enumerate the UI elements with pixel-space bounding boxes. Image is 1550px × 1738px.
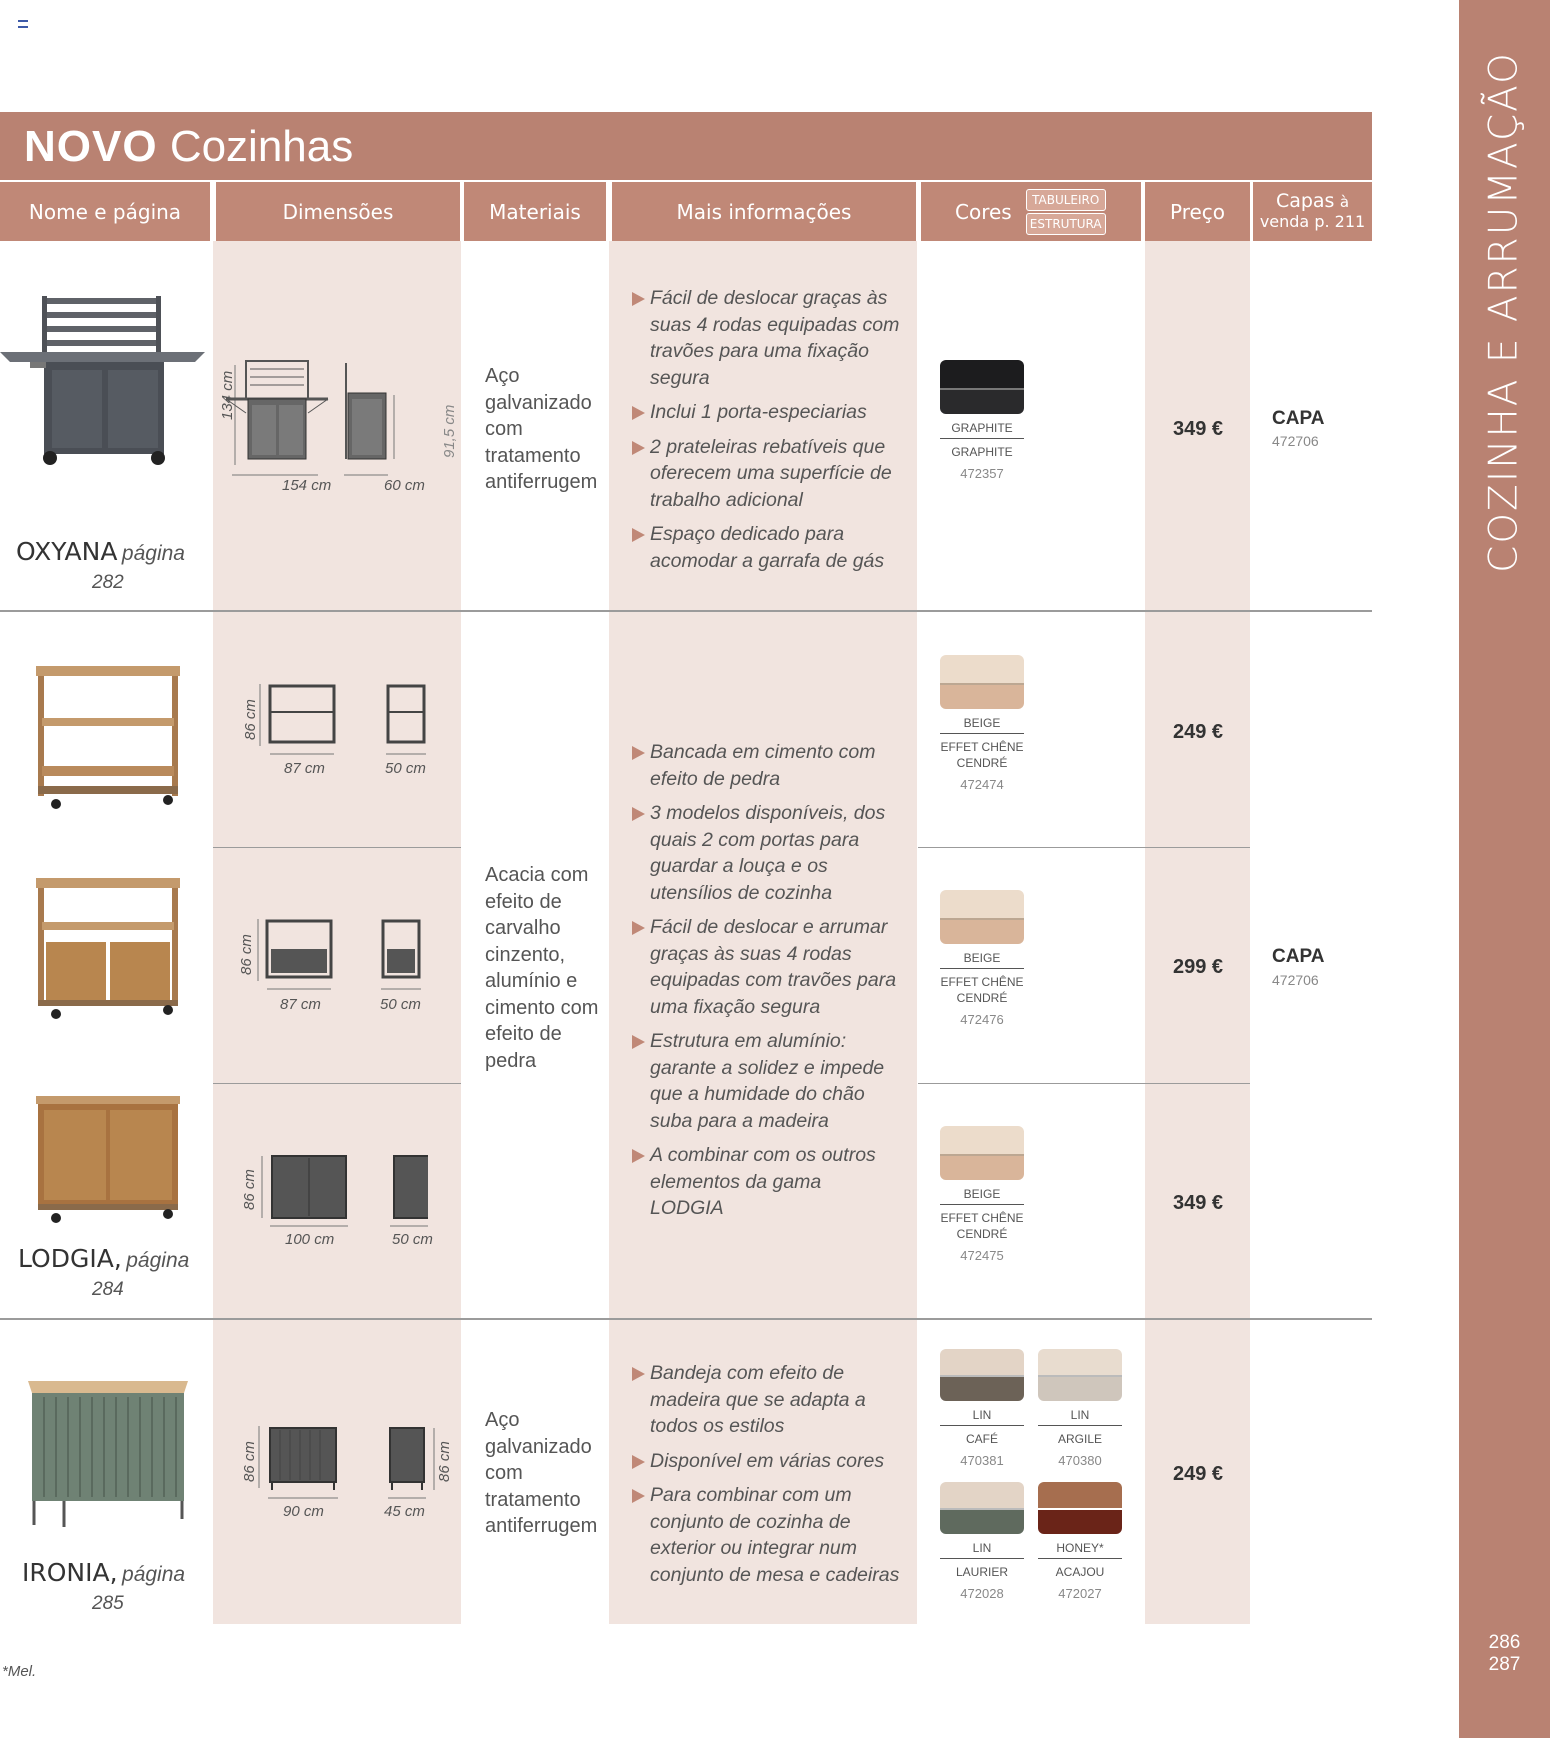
swatch-lodgia-1: [940, 655, 1024, 792]
dims-drawing-lodgia-2: [225, 915, 425, 1000]
col-materials: Materiais: [464, 182, 606, 241]
color-swatch: [940, 1482, 1024, 1534]
swatch-ref: 472474: [960, 777, 1004, 792]
material-line: efeito de: [485, 1023, 562, 1045]
swatch-ironia-3: [940, 1482, 1024, 1601]
info-list-oxyana: [630, 285, 900, 582]
swatch-bottom: EFFET CHÊNE CENDRÉ: [940, 975, 1024, 1005]
material-ironia: [485, 1407, 605, 1540]
material-line: galvanizado: [485, 1435, 592, 1458]
swatch-ironia-2: [1038, 1349, 1122, 1468]
material-line: com: [485, 418, 523, 440]
col-covers-a: à: [1339, 193, 1350, 211]
material-line: Aço: [485, 1409, 520, 1431]
dim-h-oxyana: 134 cm: [219, 370, 236, 420]
row-divider: [0, 1318, 1372, 1320]
capa-ref-lodgia: 472706: [1272, 972, 1319, 988]
name-oxyana: OXYANA: [16, 537, 118, 566]
swatch-top: BEIGE: [940, 715, 1024, 734]
product-name-ironia: [22, 1558, 185, 1587]
material-line: Aço: [485, 365, 520, 387]
dim-d-oxyana: 60 cm: [384, 477, 425, 494]
dim-d-lodgia-2: 50 cm: [380, 996, 421, 1013]
col-covers-label: Capas: [1275, 190, 1335, 212]
info-list-lodgia: [630, 739, 900, 1230]
dim-h-lodgia-1: 86 cm: [242, 699, 259, 740]
dim-w-ironia: 90 cm: [283, 1503, 324, 1520]
price-lodgia-1: 249 €: [1173, 721, 1224, 743]
dim-w-lodgia-1: 87 cm: [284, 760, 325, 777]
legend-top: TABULEIRO: [1026, 189, 1106, 211]
swatch-label: [940, 715, 1024, 771]
col-name: Nome e página: [0, 182, 210, 241]
price-lodgia-2: 299 €: [1173, 956, 1224, 978]
sub-divider: [918, 1083, 1250, 1084]
page-number-right: 287: [1488, 1654, 1521, 1675]
swatch-label: [940, 1407, 1024, 1447]
name-ironia: IRONIA: [22, 1558, 110, 1587]
swatch-ref: 472476: [960, 1012, 1004, 1027]
capa-ref-oxyana: 472706: [1272, 433, 1319, 449]
color-swatch: [940, 1349, 1024, 1401]
material-line: antiferrugem: [485, 1515, 598, 1537]
info-item: 2 prateleiras rebatíveis que oferecem uma superfície de trabalho adicional: [630, 434, 900, 514]
swatch-ironia-1: [940, 1349, 1024, 1468]
dim-h-lodgia-2: 86 cm: [238, 934, 255, 975]
material-line: efeito de: [485, 890, 562, 913]
info-item: Espaço dedicado para acomodar a garrafa de gás: [630, 521, 900, 574]
swatch-ref: 472028: [960, 1586, 1004, 1601]
swatch-ref: 472027: [1058, 1586, 1102, 1601]
dims-drawing-lodgia-3: [228, 1150, 428, 1235]
page-word-oxyana: página: [121, 542, 185, 565]
title-bar: [0, 112, 1372, 180]
page-ironia: 285: [92, 1593, 124, 1614]
col-dims: Dimensões: [216, 182, 460, 241]
dims-drawing-oxyana: [218, 355, 458, 495]
swatch-label: [1038, 1407, 1122, 1447]
info-item: Para combinar com um conjunto de cozinha de exterior ou integrar num conjunto de mesa e cadeiras: [630, 1482, 900, 1588]
dim-w-oxyana: 154 cm: [282, 477, 332, 494]
info-item: Disponível em várias cores: [630, 1448, 900, 1475]
dim-d-lodgia-3: 50 cm: [392, 1231, 433, 1248]
sub-divider: [918, 847, 1250, 848]
dim-d-lodgia-1: 50 cm: [385, 760, 426, 777]
dims-drawing-lodgia-1: [230, 680, 430, 765]
dims-drawing-ironia: [228, 1420, 448, 1515]
product-image-lodgia-3: [28, 1090, 188, 1235]
col-colors: [921, 182, 1141, 241]
material-line: alumínio e: [485, 970, 578, 992]
swatch-top: GRAPHITE: [940, 420, 1024, 439]
material-line: carvalho: [485, 917, 561, 939]
product-image-lodgia-1: [28, 660, 188, 820]
swatch-ironia-4: [1038, 1482, 1122, 1601]
name-sep: ,: [113, 1244, 122, 1273]
material-line: com: [485, 1462, 523, 1484]
info-item: Inclui 1 porta-especiarias: [630, 399, 900, 426]
dim-h2-oxyana: 91,5 cm: [441, 404, 458, 458]
page-oxyana: 282: [92, 572, 124, 593]
swatch-lodgia-2: [940, 890, 1024, 1027]
product-image-oxyana: [0, 290, 205, 480]
info-item: Bandeja com efeito de madeira que se adapta a todos os estilos: [630, 1360, 900, 1440]
swatch-label: [1038, 1540, 1122, 1580]
color-swatch: [1038, 1482, 1122, 1534]
dim-h-lodgia-3: 86 cm: [241, 1169, 258, 1210]
material-line: galvanizado: [485, 391, 592, 414]
info-item: Fácil de deslocar e arrumar graças às suas 4 rodas equipadas com travões para uma fixação segura: [630, 914, 900, 1020]
info-item: 3 modelos disponíveis, dos quais 2 com portas para guardar a louça e os utensílios de cozinha: [630, 800, 900, 906]
swatch-bottom: ACAJOU: [1055, 1565, 1105, 1579]
page-number-left: 286: [1488, 1632, 1521, 1653]
menu-icon: [18, 20, 28, 28]
title-text: Cozinhas: [169, 122, 354, 171]
swatch-label: [940, 420, 1024, 460]
swatch-top: LIN: [1038, 1407, 1122, 1426]
new-badge: NOVO: [24, 122, 158, 171]
sub-divider: [213, 1083, 461, 1084]
name-lodgia: LODGIA: [18, 1244, 114, 1273]
capa-lodgia: CAPA: [1272, 946, 1325, 967]
page-title: [24, 122, 353, 172]
color-swatch: [940, 655, 1024, 709]
name-sep: ,: [109, 1558, 118, 1587]
material-line: Acacia com: [485, 864, 589, 886]
swatch-bottom: EFFET CHÊNE CENDRÉ: [940, 740, 1024, 770]
swatch-lodgia-3: [940, 1126, 1024, 1263]
dim-d-ironia: 45 cm: [384, 1503, 425, 1520]
swatch-top: LIN: [940, 1540, 1024, 1559]
swatch-ref: 472475: [960, 1248, 1004, 1263]
product-image-lodgia-2: [28, 872, 188, 1027]
material-line: pedra: [485, 1049, 537, 1072]
swatch-top: LIN: [940, 1407, 1024, 1426]
swatch-bottom: CAFÉ: [965, 1432, 998, 1446]
dim-h2-ironia: 86 cm: [436, 1441, 453, 1482]
material-line: tratamento: [485, 444, 581, 467]
swatch-bottom: ARGILE: [1057, 1432, 1102, 1446]
material-line: cimento com: [485, 996, 599, 1019]
product-name-lodgia: [18, 1244, 189, 1273]
color-swatch: [940, 360, 1024, 414]
swatch-label: [940, 950, 1024, 1006]
col-info: Mais informações: [612, 182, 916, 241]
page-lodgia: 284: [92, 1279, 124, 1300]
capa-oxyana: CAPA: [1272, 408, 1325, 429]
info-item: A combinar com os outros elementos da gama LODGIA: [630, 1142, 900, 1222]
info-item: Estrutura em alumínio: garante a solidez e impede que a humidade do chão suba para a madeira: [630, 1028, 900, 1134]
dim-w-lodgia-3: 100 cm: [285, 1231, 335, 1248]
swatch-top: BEIGE: [940, 950, 1024, 969]
sub-divider: [213, 847, 461, 848]
swatch-bottom: GRAPHITE: [951, 445, 1013, 459]
swatch-label: [940, 1540, 1024, 1580]
swatch-oxyana: [940, 360, 1024, 481]
legend-bottom: ESTRUTURA: [1026, 213, 1106, 235]
swatch-ref: 470381: [960, 1453, 1004, 1468]
price-oxyana: 349 €: [1173, 418, 1224, 440]
swatch-label: [940, 1186, 1024, 1242]
material-line: antiferrugem: [485, 471, 598, 493]
price-ironia: 249 €: [1173, 1463, 1224, 1485]
info-list-ironia: [630, 1360, 900, 1596]
dim-h-ironia: 86 cm: [241, 1441, 258, 1482]
swatch-top: BEIGE: [940, 1186, 1024, 1205]
section-title: COZINHA E ARRUMAÇÃO: [1481, 51, 1527, 573]
page-numbers: [1459, 1632, 1550, 1676]
page-word-lodgia: página: [126, 1249, 190, 1272]
colors-legend: [1026, 189, 1106, 235]
col-covers-page: venda p. 211: [1259, 212, 1366, 231]
dim-w-lodgia-2: 87 cm: [280, 996, 321, 1013]
info-item: Fácil de deslocar graças às suas 4 rodas equipadas com travões para uma fixação segura: [630, 285, 900, 391]
material-line: tratamento: [485, 1488, 581, 1511]
price-column-bg: [1145, 241, 1250, 1624]
price-lodgia-3: 349 €: [1173, 1192, 1224, 1214]
color-swatch: [940, 890, 1024, 944]
material-oxyana: [485, 363, 605, 496]
swatch-top: HONEY*: [1038, 1540, 1122, 1559]
material-line: cinzento,: [485, 943, 566, 966]
color-swatch: [940, 1126, 1024, 1180]
swatch-bottom: EFFET CHÊNE CENDRÉ: [940, 1211, 1024, 1241]
product-name-oxyana: [16, 537, 185, 566]
info-item: Bancada em cimento com efeito de pedra: [630, 739, 900, 792]
page-word-ironia: página: [122, 1563, 186, 1586]
footnote: *Mel.: [2, 1663, 37, 1680]
col-price: Preço: [1145, 182, 1250, 241]
material-lodgia: [485, 862, 605, 1074]
color-swatch: [1038, 1349, 1122, 1401]
swatch-bottom: LAURIER: [955, 1565, 1008, 1579]
row-divider: [0, 610, 1372, 612]
col-covers: [1253, 182, 1372, 241]
swatch-ref: 472357: [960, 466, 1004, 481]
product-image-ironia: [24, 1375, 194, 1535]
col-colors-label: Cores: [955, 199, 1012, 224]
swatch-ref: 470380: [1058, 1453, 1102, 1468]
section-sidebar: [1459, 0, 1550, 1738]
